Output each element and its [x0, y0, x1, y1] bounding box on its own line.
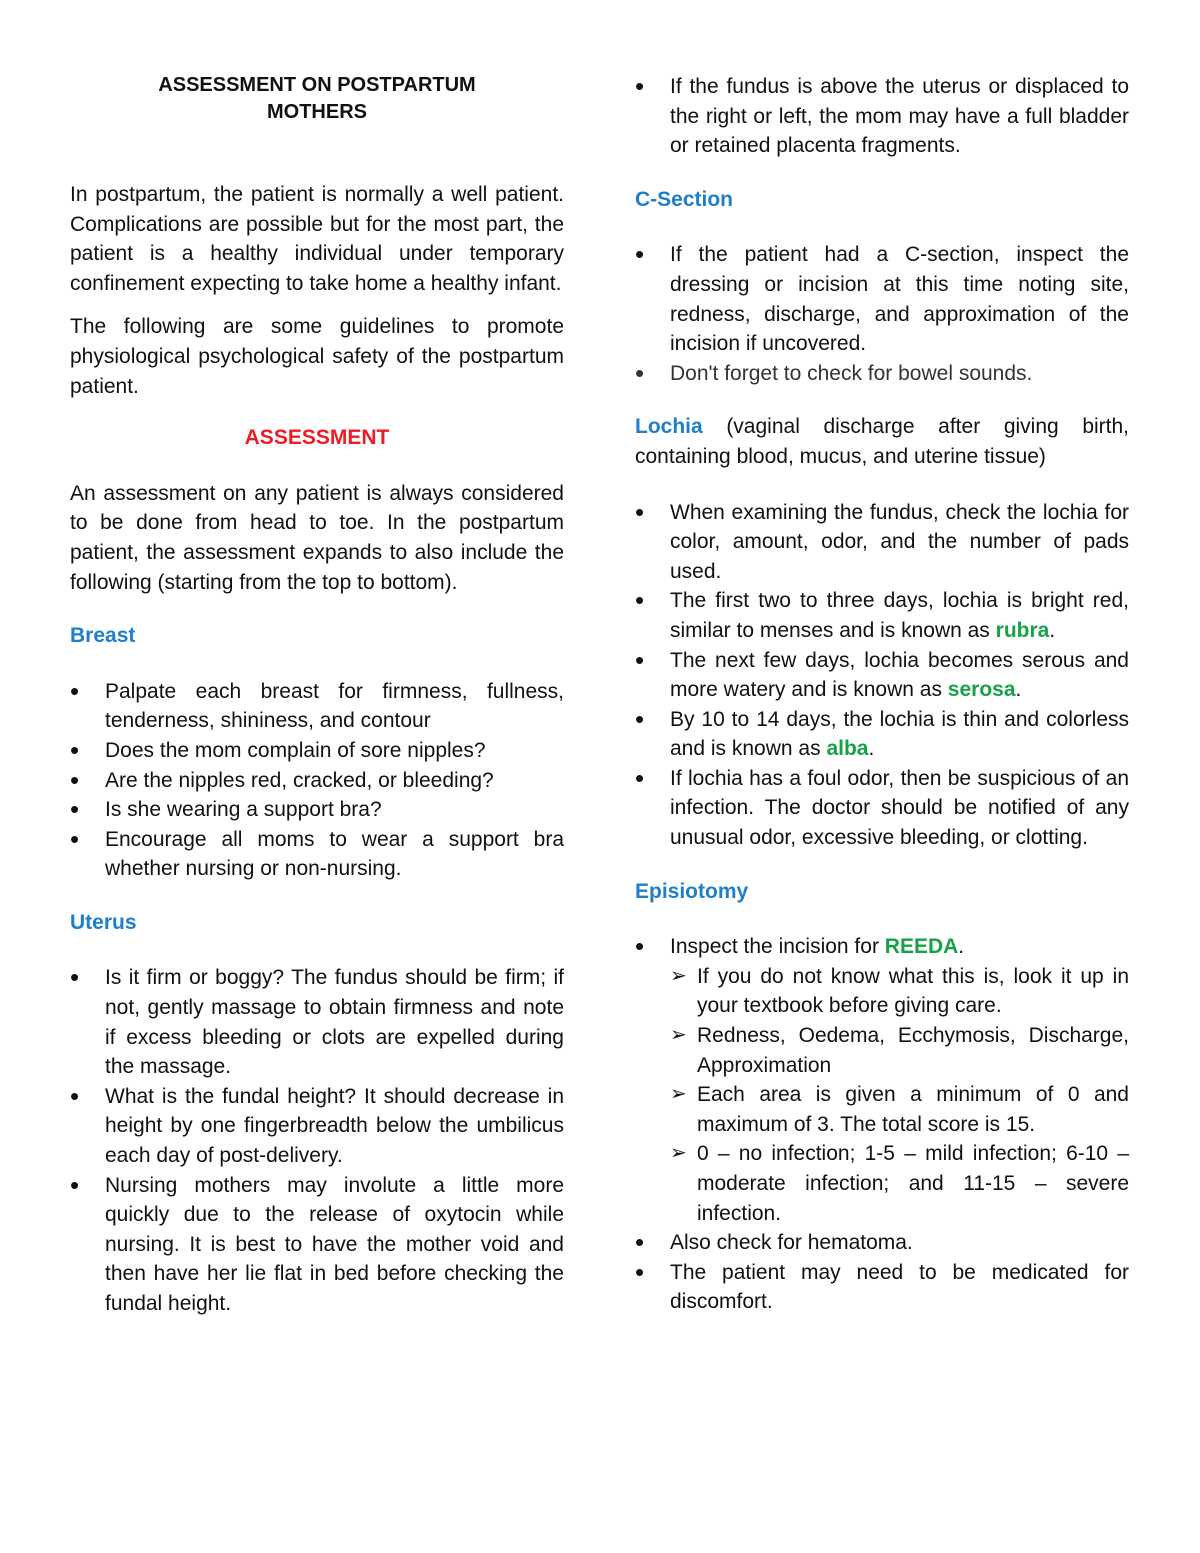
item-text: .: [1049, 618, 1056, 642]
item-text: .: [868, 737, 875, 761]
episiotomy-list: [599, 932, 1129, 1317]
list-item: [599, 646, 1129, 705]
intro-paragraph-2: The following are some guidelines to promote physiological psychological safety of the postpartum patient.: [70, 315, 564, 398]
list-item: • What is the fundal height? It should decrease in height by one fingerbreadth below the umbilicus each day of post-delivery.: [34, 1082, 564, 1171]
list-item: [599, 932, 1129, 1228]
page-title: [70, 72, 564, 126]
item-text: By 10 to 14 days, the lochia is thin and colorless and is known as: [670, 707, 1129, 761]
sub-list-item: ➢ Each area is given a minimum of 0 and maximum of 3. The total score is 15.: [670, 1080, 1129, 1139]
sub-list-item: ➢ 0 – no infection; 1-5 – mild infection; 6-10 – moderate infection; and 11-15 – severe infection.: [670, 1139, 1129, 1228]
list-item: • Is it firm or boggy? The fundus should be firm; if not, gently massage to obtain firmness and note if excess bleeding or clots are expelled during the massage.: [34, 963, 564, 1081]
uterus-list: [34, 963, 564, 1318]
sub-list-item: ➢ If you do not know what this is, look it up in your textbook before giving care.: [670, 962, 1129, 1021]
uterus-heading: Uterus: [70, 910, 137, 934]
breast-list: [34, 677, 564, 884]
alba-term: alba: [826, 737, 869, 761]
list-item: • Is she wearing a support bra?: [34, 795, 564, 825]
title-line-2: MOTHERS: [267, 101, 367, 123]
csection-list: [599, 240, 1129, 388]
item-text: The first two to three days, lochia is bright red, similar to menses and is known as: [670, 589, 1129, 642]
item-text: .: [1015, 678, 1022, 702]
sub-list-item: ➢ Redness, Oedema, Ecchymosis, Discharge, Approximation: [670, 1021, 1129, 1080]
list-item: • Palpate each breast for firmness, fullness, tenderness, shininess, and contour: [34, 677, 564, 736]
assessment-heading: ASSESSMENT: [244, 426, 390, 450]
list-item: • Also check for hematoma.: [599, 1228, 1129, 1258]
right-column: [635, 72, 1129, 1317]
list-item: • Are the nipples red, cracked, or bleeding?: [34, 766, 564, 796]
list-item: • When examining the fundus, check the lochia for color, amount, odor, and the number of pads used.: [599, 498, 1129, 587]
intro-paragraph-1: In postpartum, the patient is normally a well patient. Complications are possible but for the most part, the patient is a healthy individual under temporary confinement expecting to take home a healthy infant.: [70, 183, 564, 295]
lochia-list: [599, 498, 1129, 853]
episiotomy-heading: Episiotomy: [635, 879, 749, 903]
list-item: [599, 705, 1129, 764]
list-item: • Encourage all moms to wear a support bra whether nursing or non-nursing.: [34, 825, 564, 884]
list-item: • Nursing mothers may involute a little more quickly due to the release of oxytocin while nursing. It is best to have the mother void and then have her lie flat in bed before checking the fundal height.: [34, 1171, 564, 1319]
uterus-list-continued: [599, 72, 1129, 161]
item-text: Inspect the incision for: [670, 935, 885, 959]
list-item: • Don't forget to check for bowel sounds.: [599, 359, 1129, 389]
item-text: .: [958, 935, 965, 959]
list-item: • The patient may need to be medicated for discomfort.: [599, 1258, 1129, 1317]
item-text: The next few days, lochia becomes serous and more watery and is known as: [670, 648, 1129, 702]
lochia-definition-text: (vaginal discharge after giving birth, containing blood, mucus, and uterine tissue): [635, 415, 1129, 468]
assessment-paragraph: An assessment on any patient is always considered to be done from head to toe. In the postpartum patient, the assessment expands to also include the following (starting from the top to bottom).: [70, 481, 564, 594]
list-item: • If the fundus is above the uterus or displaced to the right or left, the mom may have a full bladder or retained placenta fragments.: [599, 72, 1129, 161]
lochia-definition: [635, 412, 1129, 471]
serosa-term: serosa: [947, 678, 1016, 702]
breast-heading: Breast: [70, 624, 136, 648]
title-line-1: ASSESSMENT ON POSTPARTUM: [158, 74, 476, 96]
list-item: • If the patient had a C-section, inspect the dressing or incision at this time noting site, redness, discharge, and approximation of the incision if uncovered.: [599, 240, 1129, 358]
list-item: • Does the mom complain of sore nipples?: [34, 736, 564, 766]
list-item: • If lochia has a foul odor, then be suspicious of an infection. The doctor should be notified of any unusual odor, excessive bleeding, or clotting.: [599, 764, 1129, 853]
left-column: [70, 72, 564, 1319]
reeda-sublist: [670, 962, 1129, 1228]
rubra-term: rubra: [995, 618, 1050, 642]
list-item: [599, 586, 1129, 645]
csection-heading: C-Section: [635, 187, 734, 211]
lochia-term: Lochia: [635, 415, 703, 439]
reeda-term: REEDA: [884, 935, 959, 959]
